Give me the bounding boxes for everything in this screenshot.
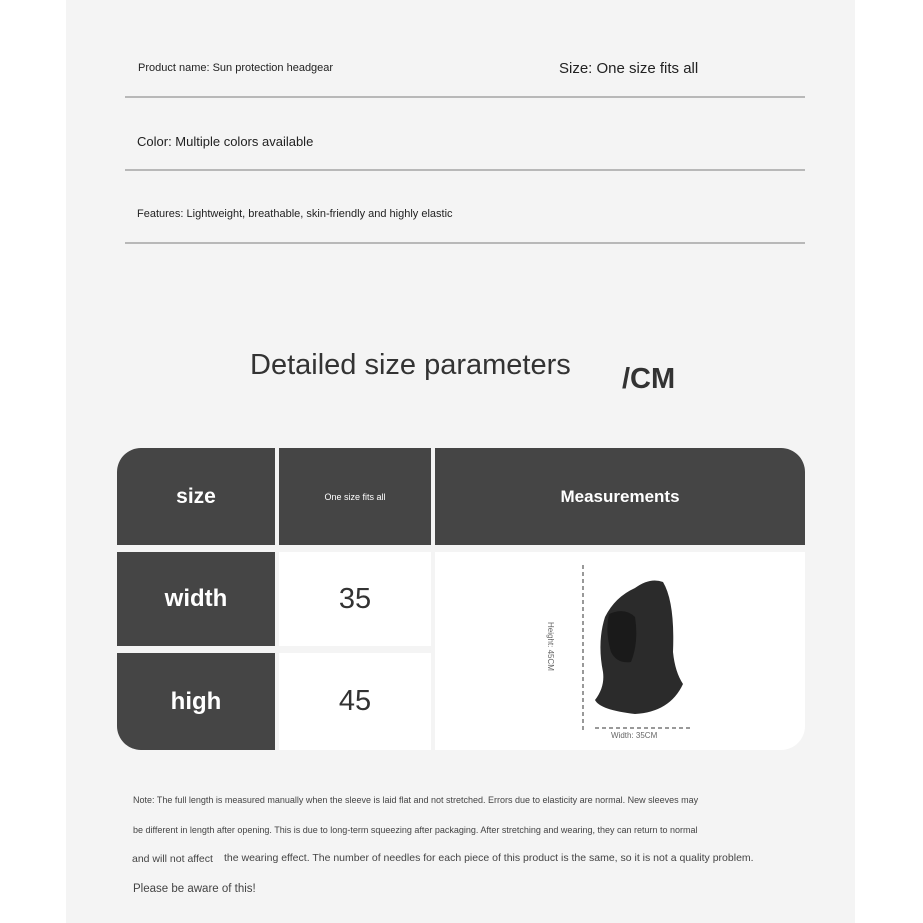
header-one-size: [279, 448, 431, 545]
color-spec: Color: Multiple colors available: [137, 134, 314, 149]
row-value-high: [279, 653, 431, 750]
note-line-1: Note: The full length is measured manually when the sleeve is laid flat and not stretched. Errors due to elasticity are normal. New sleeves may: [133, 795, 699, 805]
section-title: Detailed size parameters: [250, 349, 571, 381]
note-line-3b: the wearing effect. The number of needles for each piece of this product is the same, so it is not a quality problem.: [224, 852, 754, 864]
header-size-label: size: [176, 484, 216, 508]
headgear-image: [595, 580, 683, 714]
header-one-size-label: One size fits all: [324, 491, 386, 502]
divider: [125, 242, 805, 244]
headgear-diagram: [435, 552, 805, 750]
row-label-high: [117, 653, 275, 750]
divider: [125, 96, 805, 98]
row-label-width: [117, 552, 275, 646]
note-line-4: Please be aware of this!: [133, 883, 256, 895]
features-spec: Features: Lightweight, breathable, skin-friendly and highly elastic: [137, 208, 453, 220]
unit-label: /CM: [622, 363, 676, 395]
height-label: Height: 45CM: [546, 622, 555, 671]
row-label: high: [170, 687, 222, 715]
note-line-2: be different in length after opening. This is due to long-term squeezing after packaging. After stretching and wearing, they can return to normal: [133, 825, 698, 835]
divider: [125, 169, 805, 171]
header-measurements-label: Measurements: [560, 486, 680, 506]
note-line-3a: and will not affect: [132, 853, 213, 865]
header-size: [117, 448, 275, 545]
row-label: width: [164, 585, 228, 612]
width-label: Width: 35CM: [611, 731, 658, 740]
size-spec: Size: One size fits all: [559, 60, 699, 77]
row-value: 35: [338, 582, 372, 615]
product-name: Product name: Sun protection headgear: [138, 62, 334, 74]
row-value-width: [279, 552, 431, 646]
header-measurements: [435, 448, 805, 545]
row-value: 45: [338, 685, 372, 717]
measurement-diagram: [435, 552, 805, 750]
